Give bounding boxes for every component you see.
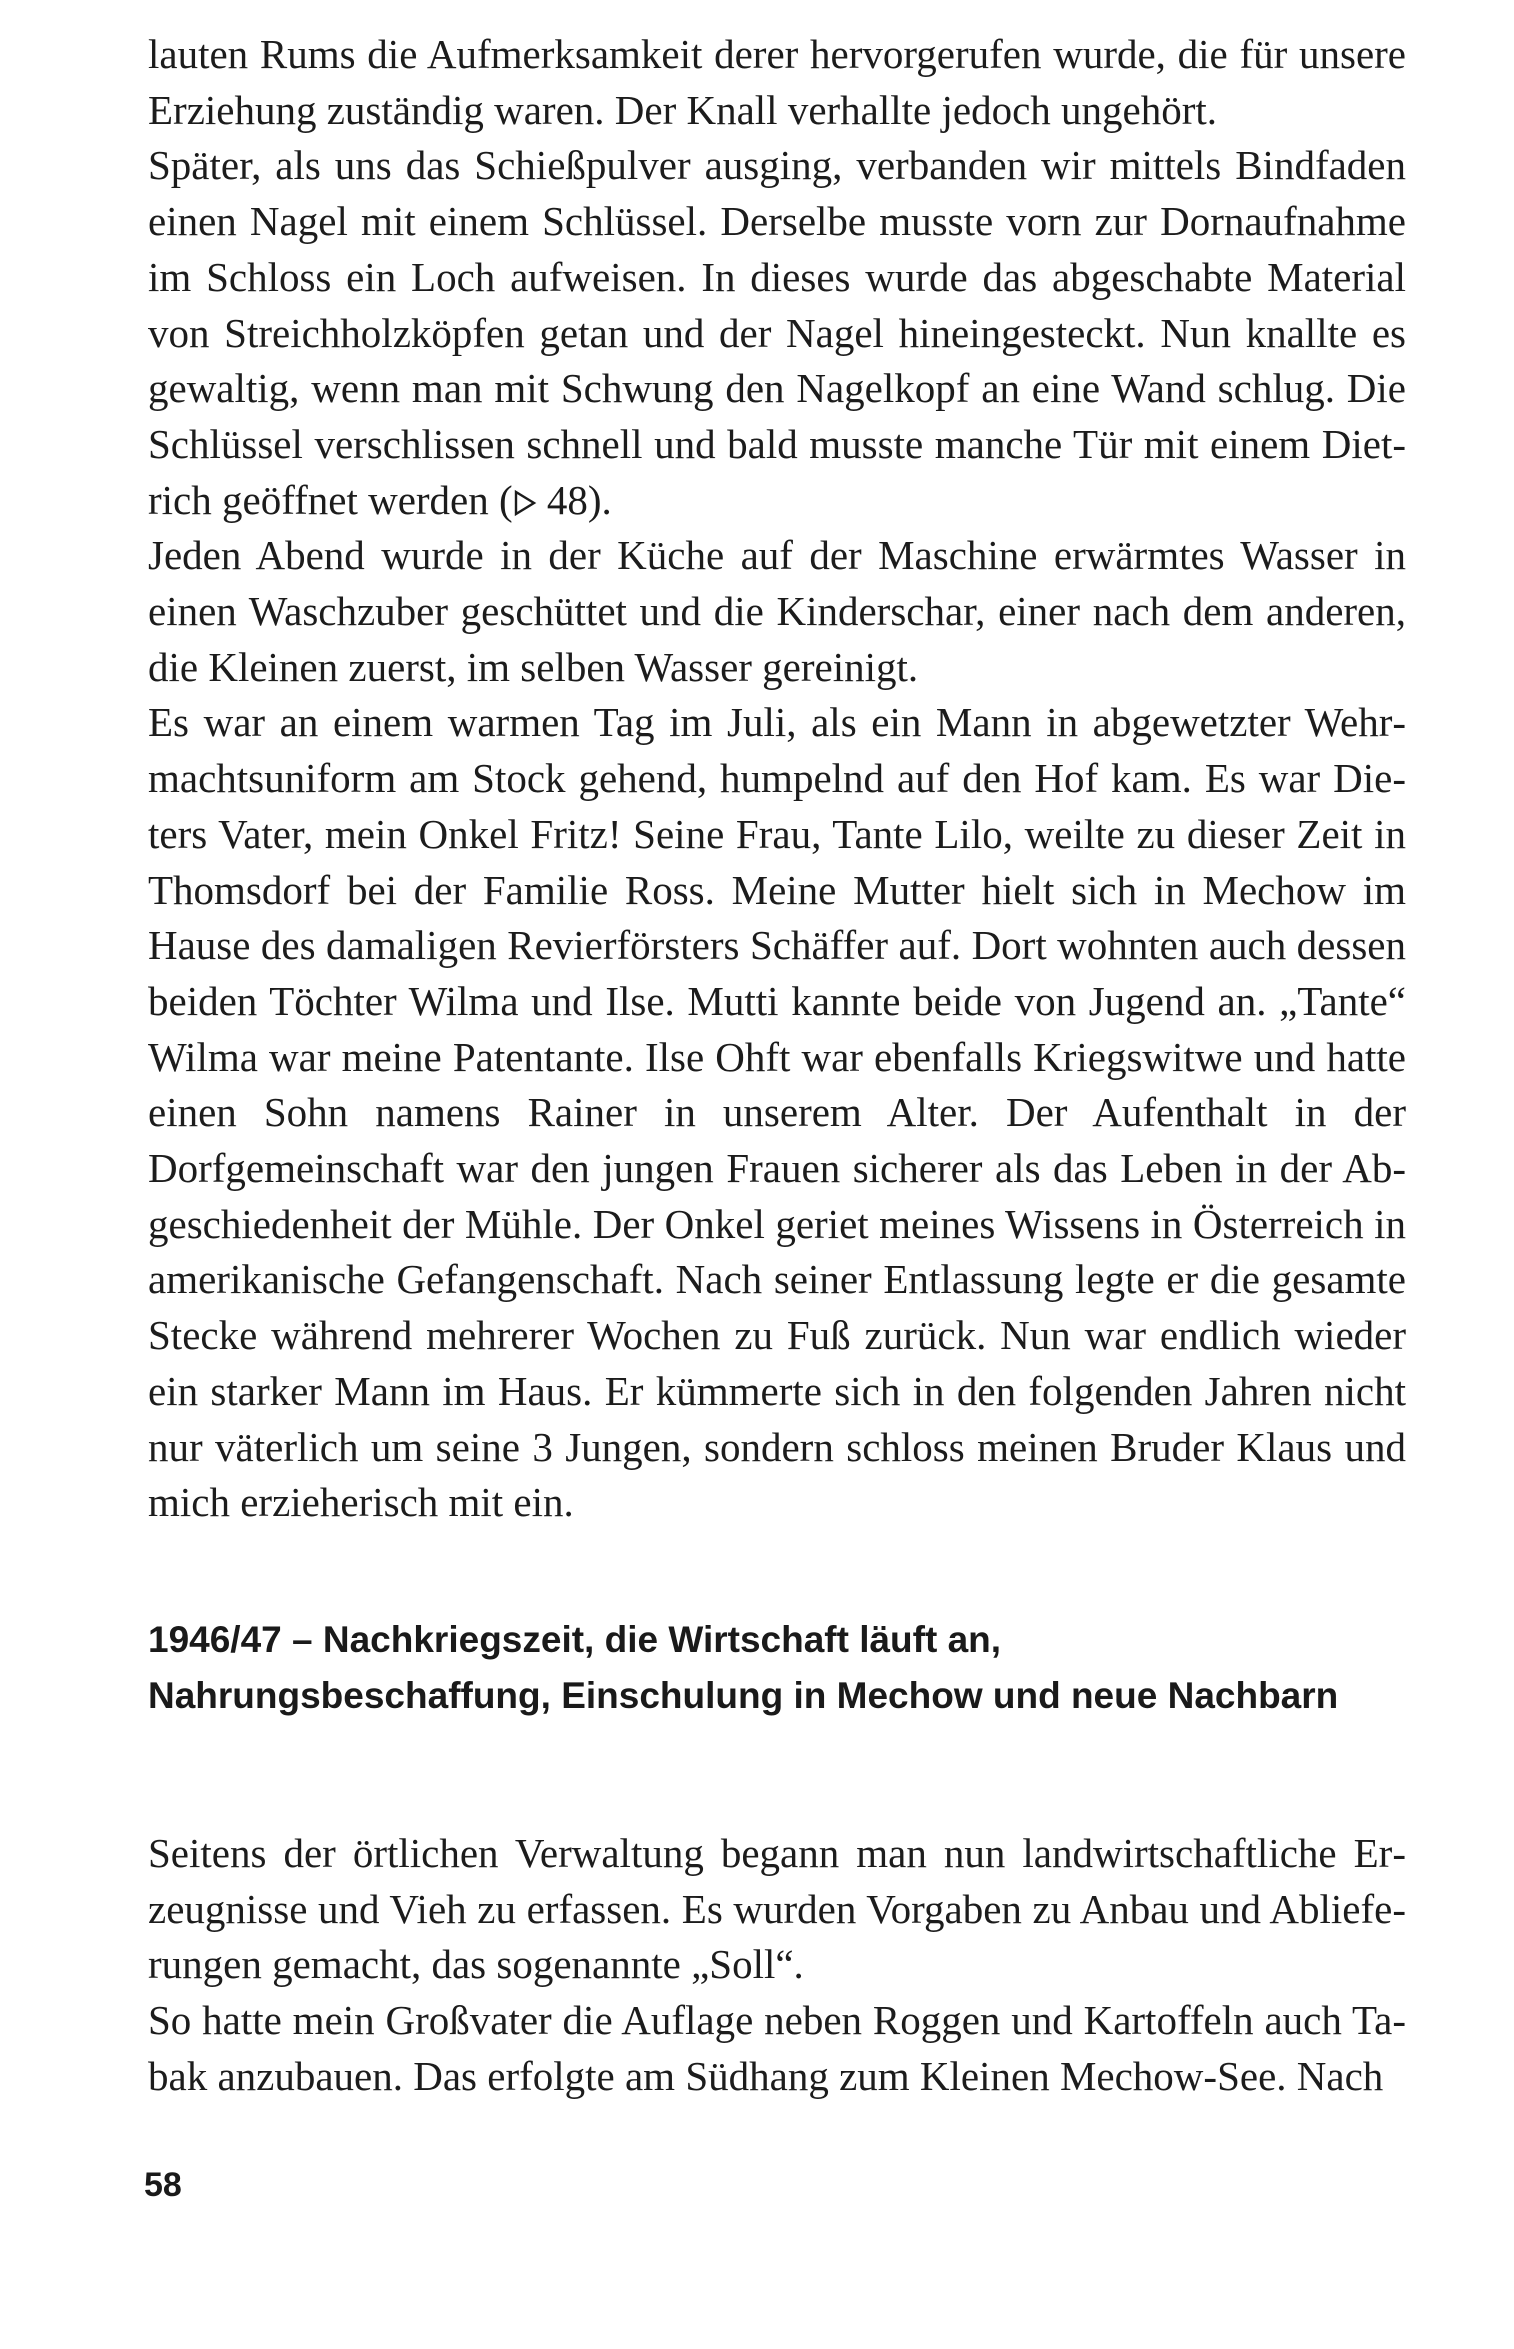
paragraph-2-text: Später, als uns das Schießpulver ausging, verbanden wir mittels Bindfaden einen Nagel mit einem Schlüssel. Derselbe musste vorn zur Dornaufnahme im Schloss ein Loch aufweisen. In dieses wurde das abgeschabte Material von Streichholzköpfen getan und der Nagel hineingesteckt. Nun knallte es gewaltig, wenn man mit Schwung den Nagelkopf an eine Wand schlug. Die Schlüssel verschlissen schnell und bald musste manche Tür mit einem Dietrich geöffnet werden ( [148,142,1406,523]
cross-reference-closing: ). [587,476,612,523]
cross-reference-page: 48 [546,476,588,523]
paragraph-6: So hatte mein Großvater die Auflage neben Roggen und Kartoffeln auch Tabak anzubauen. Das erfolgte am Südhang zum Kleinen Mechow-See. Nach [148,1997,1406,2099]
page-number: 58 [144,2166,182,2204]
paragraph-2 [148,138,1406,528]
paragraph-5: Seitens der örtlichen Verwaltung begann man nun landwirtschaftliche Erzeugnisse und Vieh zu erfassen. Es wurden Vorgaben zu Anbau und Ablieferungen gemacht, das sogenannte „Soll“. [148,1830,1406,1988]
paragraph-3: Jeden Abend wurde in der Küche auf der Maschine erwärmtes Wasser in einen Waschzuber geschüttet und die Kinderschar, einer nach dem anderen, die Kleinen zuerst, im selben Wasser gereinigt. [148,532,1406,690]
body-text-top [148,27,1406,1531]
triangle-right-icon [513,489,537,517]
paragraph-1: lauten Rums die Aufmerksamkeit derer hervorgerufen wurde, die für unsere Erziehung zuständig waren. Der Knall verhallte jedoch ungehört. [148,31,1406,133]
body-text-bottom [148,1826,1406,2105]
section-heading: 1946/47 – Nachkriegszeit, die Wirtschaft läuft an, Nahrungsbeschaffung, Einschulung in Mechow und neue Nachbarn [148,1619,1339,1716]
paragraph-4: Es war an einem warmen Tag im Juli, als ein Mann in abgewetzter Wehrmachtsuniform am Stock gehend, humpelnd auf den Hof kam. Es war Dieters Vater, mein Onkel Fritz! Seine Frau, Tante Lilo, weilte zu dieser Zeit in Thomsdorf bei der Familie Ross. Meine Mutter hielt sich in Mechow im Hause des damaligen Revierförsters Schäffer auf. Dort wohnten auch dessen beiden Töchter Wilma und Ilse. Mutti kannte beide von Jugend an. „Tante“ Wilma war meine Patentante. Ilse Ohft war ebenfalls Kriegswitwe und hatte einen Sohn namens Rainer in unserem Alter. Der Aufenthalt in der Dorfgemeinschaft war den jungen Frauen sicherer als das Leben in der Abgeschiedenheit der Mühle. Der Onkel geriet meines Wissens in Österreich in amerikanische Gefangenschaft. Nach seiner Entlassung legte er die gesamte Stecke während mehrerer Wochen zu Fuß zurück. Nun war endlich wieder ein starker Mann im Haus. Er kümmerte sich in den folgenden Jahren nicht nur väterlich um seine 3 Jungen, sondern schloss meinen Bruder Klaus und mich erzieherisch mit ein. [148,699,1406,1526]
